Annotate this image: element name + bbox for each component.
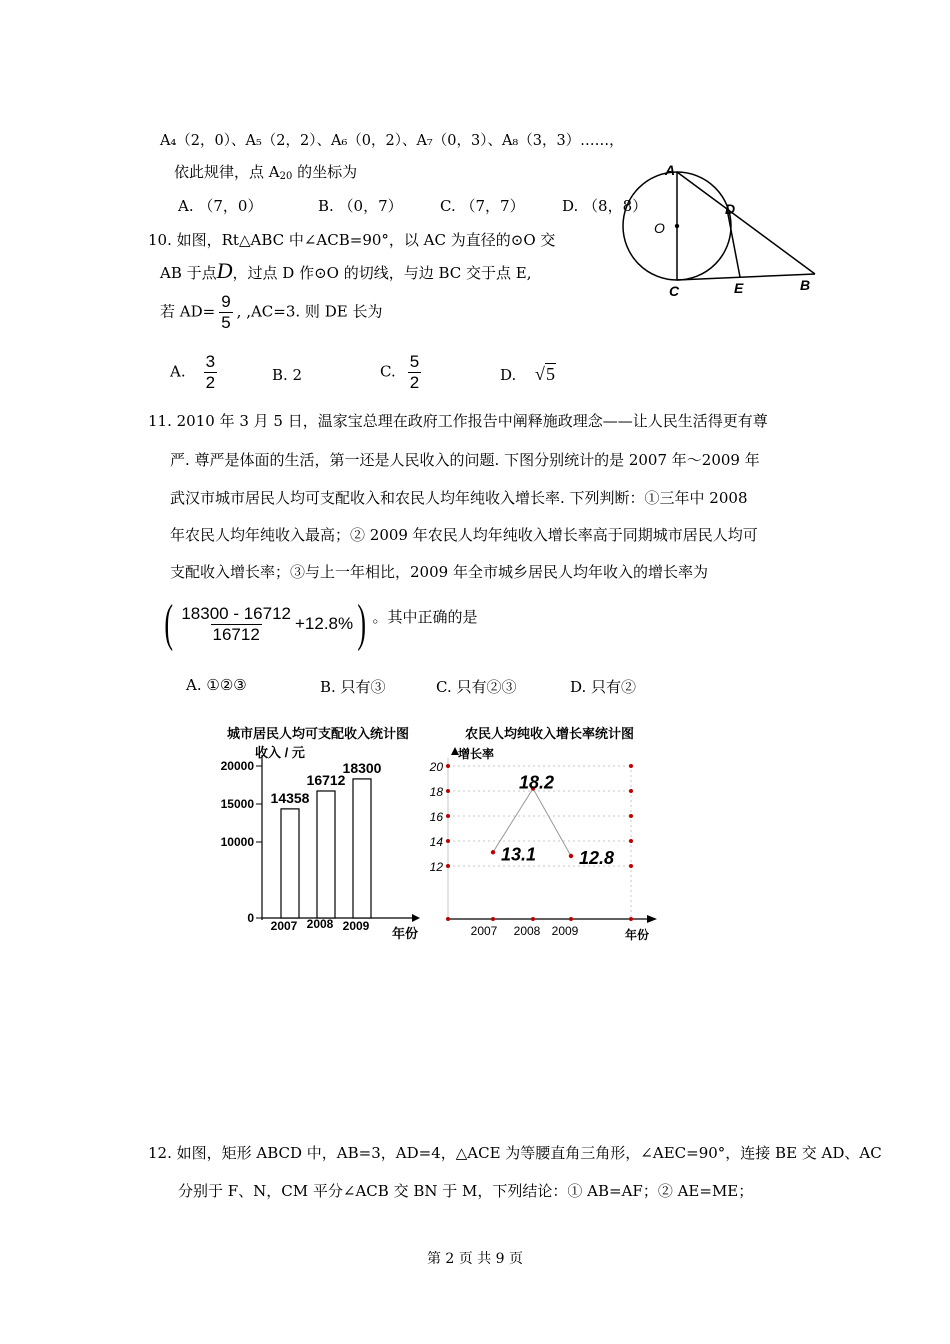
bar-value-label: 18300: [342, 759, 382, 776]
q9-option-a: A. （7，0）: [178, 197, 263, 215]
bar-chart-xtick-label: 2009: [342, 919, 370, 933]
q9-option-b: B. （0，7）: [318, 197, 403, 215]
line-chart-right-dot: [629, 839, 633, 843]
line-chart-right-dot: [629, 764, 633, 768]
q10-option-a-den: 2: [205, 373, 216, 392]
q11-option-c: C. 只有②③: [436, 678, 517, 696]
line-chart-ytick-dot: [446, 764, 450, 768]
line-point-label: 12.8: [579, 848, 615, 868]
q10-ad-fraction: [219, 292, 232, 333]
q10-option-d: [500, 364, 556, 385]
label-d: D: [725, 201, 736, 217]
line-chart-xlabel: 年份: [625, 928, 650, 942]
center-point: [675, 224, 679, 228]
q11-line2: 严. 尊严是体面的生活，第一还是人民收入的问题. 下图分别统计的是 2007 年～2009 年: [170, 451, 760, 469]
q11-formula-fraction: [179, 604, 293, 645]
q10-point-d: D: [216, 258, 233, 283]
line-point-label: 13.1: [501, 844, 537, 865]
q10-option-c-label: C.: [380, 362, 396, 381]
bar-chart: [210, 720, 440, 950]
q11-option-d: D. 只有②: [570, 678, 637, 696]
line-chart-ytick-label: 14: [429, 835, 443, 849]
q10-line2-post: ，过点 D 作⊙O 的切线，与边 BC 交于点 E,: [232, 264, 532, 282]
label-o: O: [654, 220, 665, 236]
line-chart: [425, 720, 670, 950]
line-chart-right-dot: [629, 789, 633, 793]
q10-option-a-label: A.: [170, 362, 186, 381]
line-chart-ytick-label: 12: [429, 860, 443, 874]
q10-option-c-den: 2: [409, 373, 420, 392]
bar-chart-title: 城市居民人均可支配收入统计图: [227, 726, 410, 741]
q11-line4: 年农民人均年纯收入最高；② 2009 年农民人均年纯收入增长率高于同期城市居民人均可: [170, 526, 758, 544]
q10-line2-pre: AB 于点: [160, 264, 217, 282]
bar-chart-ytick-label: 0: [247, 911, 254, 925]
line-chart-xtick-label: 2007: [470, 924, 498, 938]
right-paren-icon: ): [357, 595, 367, 652]
q10-option-c-fraction: [408, 352, 421, 393]
q10-option-d-radicand: 5: [545, 364, 555, 384]
line-chart-xaxis-dot: [491, 917, 495, 921]
q11-formula-den: 16712: [212, 624, 260, 644]
line-chart-ytick-dot: [446, 789, 450, 793]
q10-line3-post: , ,AC=3. 则 DE 长为: [236, 302, 383, 321]
bar-chart-ylabel: 收入 / 元: [255, 745, 305, 760]
q10-option-d-label: D.: [500, 366, 517, 384]
q11-option-b: B. 只有③: [320, 678, 386, 696]
q11-option-a: A. ①②③: [186, 676, 247, 694]
line-chart-point: [569, 854, 573, 858]
line-chart-point: [491, 850, 495, 854]
bar-value-label: 14358: [270, 789, 310, 806]
q9-line2: [174, 161, 357, 182]
segment-cb: [677, 274, 815, 280]
label-a: A: [665, 162, 676, 178]
line-chart-xtick-label: 2008: [513, 924, 541, 938]
label-e: E: [734, 280, 744, 296]
q10-option-c: [380, 352, 425, 393]
q9-option-c: C. （7，7）: [440, 197, 525, 215]
line-point-label: 18.2: [519, 772, 555, 793]
q9-line2-pre: 依此规律，点 A: [174, 163, 280, 181]
line-chart-xtick-label: 2009: [551, 924, 579, 938]
line-chart-xaxis-dot: [446, 917, 450, 921]
q9-line1: A₄（2，0）、A₅（2，2）、A₆（0，2）、A₇（0，3）、A₈（3，3）……，: [160, 133, 624, 149]
bar-chart-ytick-label: 10000: [220, 835, 254, 849]
line-chart-xaxis-dot: [569, 917, 573, 921]
bar: [281, 809, 299, 918]
q11-formula-num: 18300 - 16712: [181, 603, 291, 623]
left-paren-icon: (: [164, 595, 173, 652]
line-chart-ytick-label: 16: [429, 810, 443, 824]
q9-line2-post: 的坐标为: [292, 163, 358, 181]
line-chart-title: 农民人均纯收入增长率统计图: [465, 726, 635, 741]
line-chart-ytick-label: 18: [429, 785, 443, 799]
line-chart-ytick-dot: [446, 839, 450, 843]
q12-line1: 12. 如图，矩形 ABCD 中，AB=3，AD=4，△ACE 为等腰直角三角形，∠AEC=90°，连接 BE 交 AD、AC: [148, 1144, 882, 1162]
q10-line2: [160, 258, 532, 284]
q10-option-c-num: 5: [409, 352, 420, 371]
bar-chart-xtick-label: 2007: [270, 919, 298, 933]
q10-circle-figure: [612, 160, 827, 300]
bar: [353, 779, 371, 918]
q11-line6-post: 。其中正确的是: [372, 607, 478, 626]
q10-option-a-num: 3: [205, 352, 216, 371]
label-c: C: [669, 283, 680, 299]
page-footer: 第 2 页 共 9 页: [426, 1251, 524, 1267]
q10-line3: [160, 292, 382, 333]
q11-formula: [160, 596, 477, 652]
line-chart-xaxis-dot: [531, 917, 535, 921]
line-chart-ylabel: 增长率: [458, 747, 495, 761]
q10-line3-pre: 若 AD=: [160, 302, 216, 321]
q10-line1: 10. 如图，Rt△ABC 中∠ACB=90°，以 AC 为直径的⊙O 交: [148, 231, 556, 249]
bar-chart-x-arrow-icon: [412, 914, 420, 922]
q10-option-a: [170, 352, 221, 393]
bar: [317, 791, 335, 918]
q10-ad-den: 5: [221, 313, 231, 332]
bar-chart-ytick-label: 15000: [220, 797, 254, 811]
q9-option-d: D. （8，8）: [562, 197, 648, 215]
q10-ad-num: 9: [221, 292, 231, 311]
line-chart-ytick-dot: [446, 814, 450, 818]
q11-line5: 支配收入增长率；③与上一年相比，2009 年全市城乡居民人均年收入的增长率为: [170, 563, 708, 581]
q9-line2-sub: 20: [279, 171, 293, 182]
line-chart-xaxis-dot: [629, 917, 633, 921]
q10-option-a-fraction: [204, 352, 217, 393]
line-chart-ytick-dot: [446, 864, 450, 868]
line-chart-right-dot: [629, 814, 633, 818]
q11-line1: 11. 2010 年 3 月 5 日，温家宝总理在政府工作报告中阐释施政理念——让人民生活得更有尊: [148, 412, 768, 430]
segment-ab: [677, 172, 815, 274]
line-chart-right-dot: [629, 864, 633, 868]
bar-chart-xtick-label: 2008: [306, 917, 334, 931]
bar-value-label: 16712: [306, 771, 346, 788]
bar-chart-ytick-label: 20000: [220, 759, 254, 773]
q11-line3: 武汉市城市居民人均可支配收入和农民人均年纯收入增长率. 下列判断：①三年中 2008: [170, 489, 748, 507]
sqrt-icon: √5: [535, 364, 555, 384]
bar-chart-xlabel: 年份: [392, 926, 419, 941]
q12-line2: 分别于 F、N，CM 平分∠ACB 交 BN 于 M，下列结论：① AB=AF；② AE=ME；: [178, 1182, 754, 1200]
q10-option-b: B. 2: [272, 366, 303, 384]
line-chart-x-arrow-icon: [647, 915, 657, 923]
label-b: B: [800, 277, 811, 293]
line-chart-ytick-label: 20: [429, 760, 443, 774]
q11-formula-plus: +12.8%: [294, 614, 354, 633]
